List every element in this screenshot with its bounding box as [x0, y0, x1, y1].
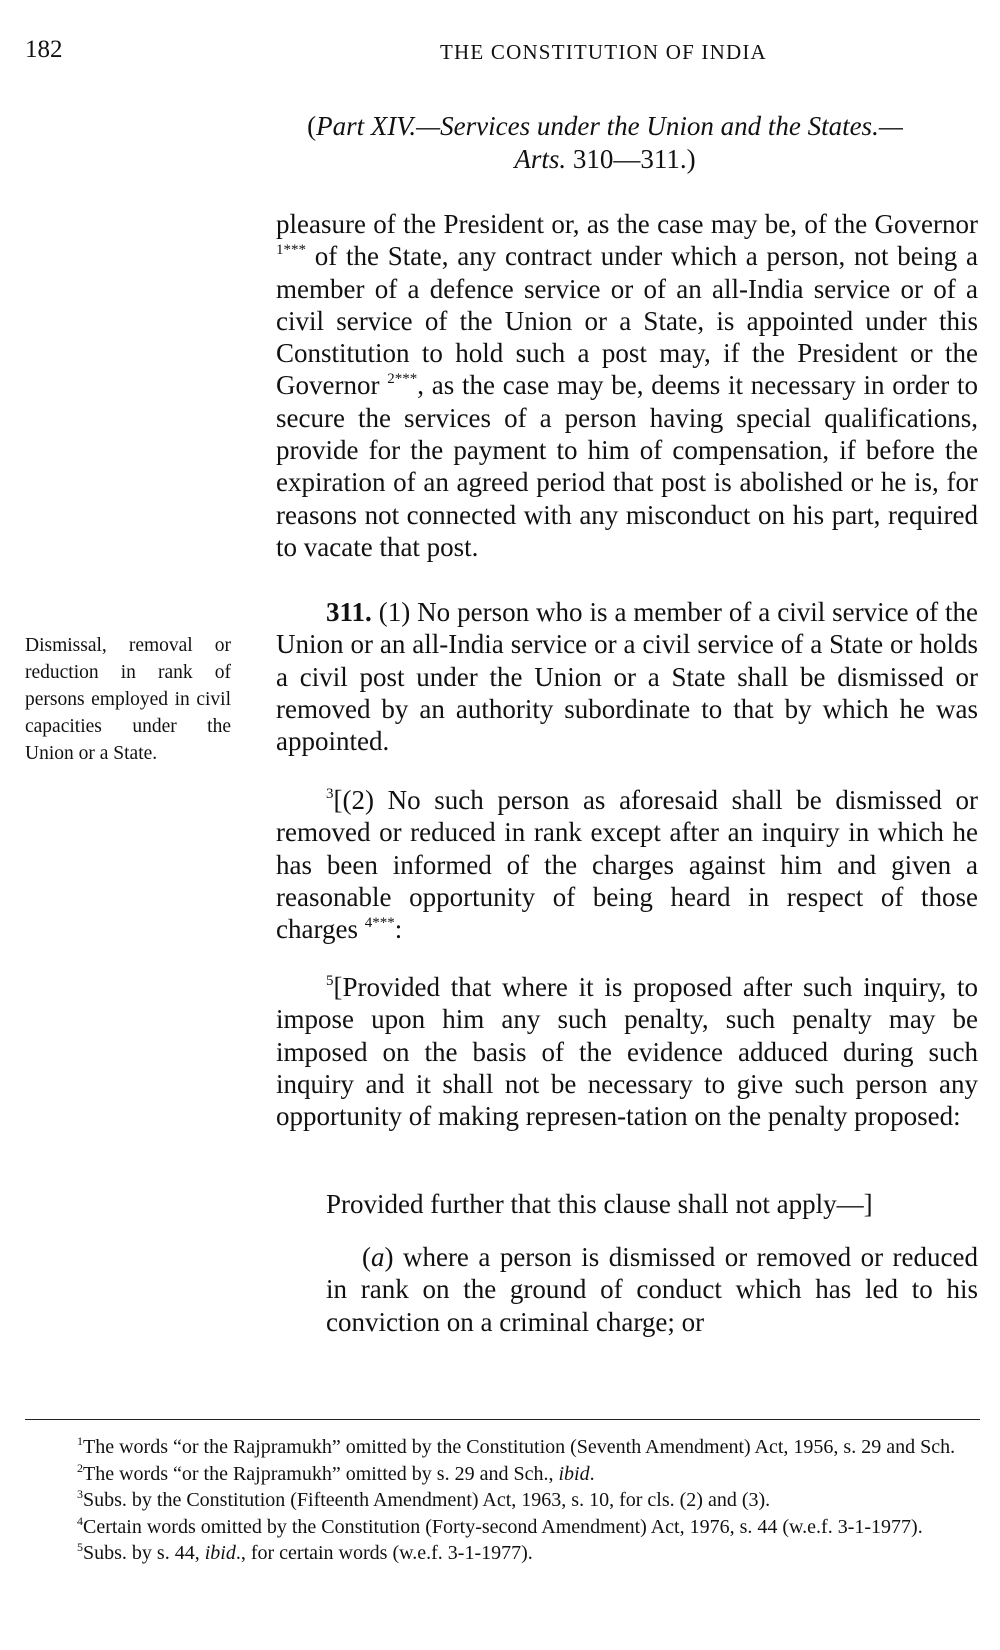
omission-mark: *** [394, 371, 418, 388]
footnote-divider [25, 1419, 980, 1420]
sub-clause-letter: a [371, 1242, 385, 1272]
footnote-ref: 2 [387, 371, 395, 388]
footnote [25, 1540, 980, 1567]
first-proviso [276, 971, 978, 1132]
part-title: Part XIV.—Services under the Union and the States.— [316, 111, 903, 141]
page-number: 182 [25, 36, 63, 63]
footnote-number: 4 [77, 1513, 83, 1528]
paragraph-text: pleasure of the President or, as the case may be, of the Governor [276, 209, 978, 239]
sub-clause-a [276, 1241, 978, 1338]
footnote-text: . [589, 1462, 595, 1485]
part-heading-line1: (Part XIV.—Services under the Union and the States.— [307, 111, 903, 141]
omission-mark: *** [283, 242, 306, 259]
paragraph-text: where a person is dismissed or removed or reduced in rank on the ground of conduct which has led to his conviction on a criminal charge; or [326, 1242, 978, 1337]
paragraph-text: [Provided that where it is proposed after such inquiry, to impose upon him any such penalty, such penalty may be imposed on the basis of the evidence adduced during such inquiry and it shall not be necessary to give such person any opportunity of making represen-tation on the penalty proposed: [276, 972, 978, 1132]
footnote [25, 1434, 980, 1461]
footnote-ref: 4 [364, 915, 373, 932]
articles-label: Arts. [514, 144, 567, 174]
part-heading-line2: Arts. 310—311.) [514, 144, 696, 174]
footnote-text: Certain words omitted by the Constitution (Forty-second Amendment) Act, 1976, s. 44 (w.e.f. 3-1-1977). [83, 1515, 923, 1538]
second-proviso [276, 1188, 978, 1220]
footnote-text: Subs. by s. 44, [83, 1542, 205, 1564]
footnote-number: 3 [77, 1487, 83, 1501]
footnote [25, 1461, 980, 1488]
articles-range: 310—311. [572, 144, 687, 174]
part-heading [270, 110, 940, 176]
paren: ) [384, 1242, 394, 1272]
article-311-clause-1 [276, 596, 978, 757]
footnote-number: 2 [77, 1460, 83, 1475]
paragraph-continued [276, 208, 978, 563]
running-title: THE CONSTITUTION OF INDIA [440, 40, 767, 64]
footnote-italic: ibid [204, 1542, 236, 1564]
marginal-note: Dismissal, removal or reduction in rank of persons employed in civil capacities under the Union or a State. [25, 635, 231, 764]
article-number: 311. [326, 597, 372, 627]
footnote-italic: ibid [558, 1462, 590, 1485]
footnote-number: 1 [77, 1434, 83, 1448]
paren: ( [362, 1242, 371, 1272]
footnote-number: 5 [77, 1540, 83, 1554]
footnote-ref: 5 [326, 973, 334, 989]
footnote [25, 1487, 980, 1514]
footnotes [25, 1434, 980, 1567]
footnote [25, 1514, 980, 1541]
paragraph-text: , as the case may be, deems it necessary in order to secure the services of a person having special qualifications, provide for the payment to him of compensation, if before the expiration of an agreed period that post is abolished or he is, for reasons not connected with any misconduct on his part, required to vacate that post. [276, 370, 978, 562]
article-311-clause-2 [276, 784, 978, 945]
footnote-text: ., for certain words (w.e.f. 3-1-1977). [235, 1542, 533, 1564]
omission-mark: *** [372, 915, 395, 932]
paragraph-text: : [394, 914, 403, 945]
paragraph-text: [(2) No such person as aforesaid shall be dismissed or removed or reduced in rank except after an inquiry in which he has been informed of the charges against him and given a reasonable opportunity of being heard in respect of those charges [276, 785, 978, 945]
footnote-text: Subs. by the Constitution (Fifteenth Amendment) Act, 1963, s. 10, for cls. (2) and (3). [83, 1489, 771, 1511]
footnote-text: The words “or the Rajpramukh” omitted by s. 29 and Sch., [83, 1462, 559, 1485]
footnote-ref: 1 [276, 242, 284, 259]
footnote-text: The words “or the Rajpramukh” omitted by the Constitution (Seventh Amendment) Act, 1956, s. 29 and Sch. [83, 1436, 956, 1458]
paragraph-text: (1) No person who is a member of a civil service of the Union or an all-India service or a civil service of a State or holds a civil post under the Union or a State shall be dismissed or removed by an authority subordinate to that by which he was appointed. [276, 597, 978, 757]
footnote-ref: 3 [326, 786, 334, 802]
paragraph-text: Provided further that this clause shall not apply—] [326, 1189, 873, 1219]
paragraph-text: of the State, any contract under which a person, not being a member of a defence service or of an all-India service or of a civil service of the Union or a State, is appointed under this Constitution to hold such a post may, if the President or the Governor [276, 241, 978, 401]
